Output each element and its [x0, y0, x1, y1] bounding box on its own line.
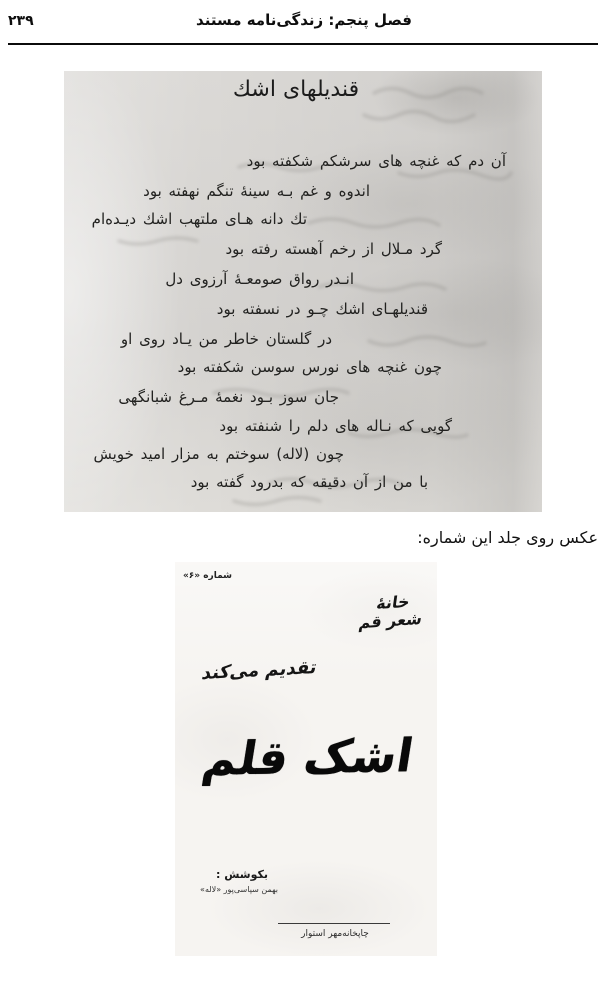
magazine-cover-scan-image	[175, 562, 437, 956]
header-divider-rule	[8, 43, 598, 45]
cover-main-title-calligraphy: اشک قلم	[198, 728, 418, 786]
society-calligraphy-line1: خانهٔ	[374, 591, 411, 614]
editor-label: بکوشش :	[215, 868, 268, 881]
cover-caption: عکس روی جلد این شماره:	[417, 528, 598, 547]
poem-title: قندیلهای اشك	[232, 77, 360, 102]
poem-line: گویی که نـاله های دلم را شنفته بود	[219, 417, 452, 435]
printer-name: چاپخانه‌مهر استوار	[301, 929, 369, 939]
poem-line: چون غنچه های نورس سوسن شکفته بود	[177, 358, 442, 376]
page-number: ۲۳۹	[8, 13, 34, 29]
chapter-header-title: فصل پنجم: زندگی‌نامه مستند	[196, 11, 412, 29]
poem-line: تك دانه هـای ملتهب اشك دیـده‌ام	[91, 210, 307, 228]
poem-line: جان سوز بـود نغمهٔ مـرغ شبانگهی	[118, 388, 339, 406]
issue-number-label: شماره «۶»	[182, 571, 232, 581]
poem-line: در گلستان خاطر من یـاد روی او	[120, 330, 332, 348]
editor-name: بهمن سپاسی‌پور «لاله»	[200, 885, 278, 894]
printer-divider-rule	[278, 923, 390, 924]
poem-line: با من از آن دقیقه که بدرود گفته بود	[190, 473, 428, 491]
poem-line: آن دم که غنچه های سرشکم شکفته بود	[246, 152, 506, 170]
poem-line: چون (لاله) سوختم به مزار امید خویش	[93, 445, 344, 463]
society-calligraphy	[357, 592, 425, 634]
poem-line: گرد مـلال از رخم آهسته رفته بود	[225, 240, 442, 258]
society-calligraphy-line2: شعر قم	[357, 609, 424, 633]
poem-line: اندوه و غم بـه سینهٔ تنگم نهفته بود	[143, 182, 370, 200]
poem-line: قندیلهـای اشك چـو در نسفته بود	[216, 300, 428, 318]
poem-line: انـدر رواق صومعـهٔ آرزوی دل	[165, 270, 354, 288]
presents-calligraphy: تقدیم می‌کند	[200, 656, 319, 685]
poem-scan-image	[64, 71, 542, 512]
